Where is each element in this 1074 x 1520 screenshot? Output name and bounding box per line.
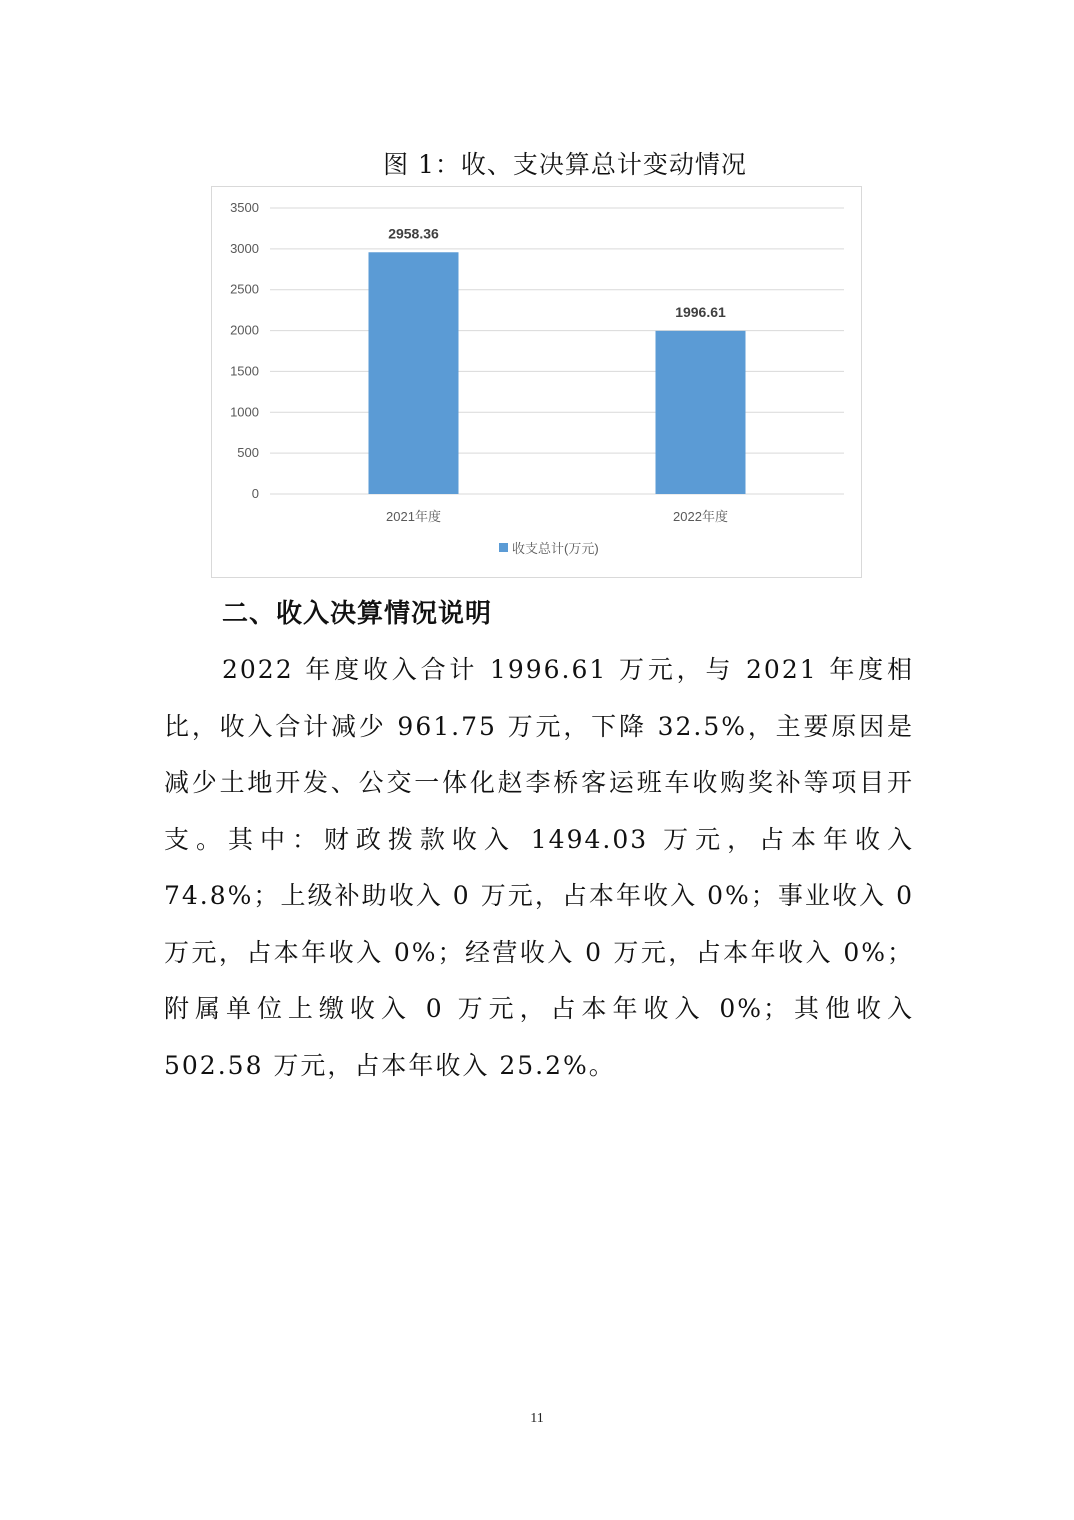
legend-swatch [499,543,508,552]
body-paragraph: 2022 年度收入合计 1996.61 万元，与 2021 年度相比，收入合计减少 961.75 万元，下降 32.5%，主要原因是减少土地开发、公交一体化赵李桥客运班车收购奖补等项目开支。其中：财政拨款收入 1494.03 万元，占本年收入 74.8%；上级补助收入 0 万元，占本年收入 0%；事业收入 0 万元，占本年收入 0%；经营收入 0 万元，占本年收入 0%；附属单位上缴收入 0 万元，占本年收入 0%；其他收入 502.58 万元，占本年收入 25.2%。 [164,655,914,1080]
legend-label: 收支总计(万元) [512,541,599,556]
figure-title: 图 1：收、支决算总计变动情况 [383,150,747,179]
bar-chart [211,186,862,578]
x-tick-label-0: 2021年度 [386,509,441,524]
data-label-1: 1996.61 [675,303,726,320]
y-tick-label-7: 3500 [230,200,259,215]
y-tick-label-5: 2500 [230,281,259,297]
bar-1 [656,331,746,494]
y-tick-label-6: 3000 [230,240,259,256]
y-tick-label-1: 500 [237,445,259,461]
section-heading: 二、收入决算情况说明 [222,599,493,629]
y-tick-label-4: 2000 [230,322,259,338]
y-tick-label-3: 1500 [230,363,259,379]
y-tick-label-2: 1000 [230,404,259,420]
y-tick-label-0: 0 [251,486,259,501]
x-tick-label-1: 2022年度 [673,509,728,524]
page-number: 11 [530,1411,544,1426]
data-label-0: 2958.36 [388,225,439,242]
bar-chart-svg [212,187,861,577]
bar-0 [369,252,459,494]
